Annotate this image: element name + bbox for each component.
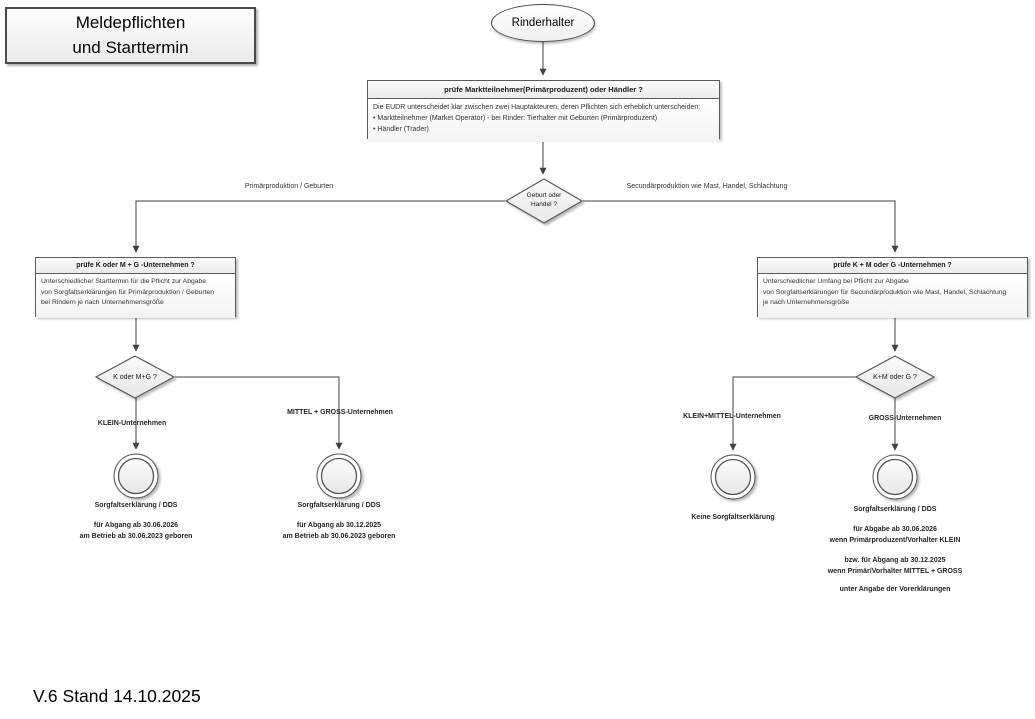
decision1-label <box>504 192 584 210</box>
outcome3-category-label: KLEIN+MITTEL-Unternehmen <box>683 413 781 420</box>
right-check-body-line3: je nach Unternehmensgröße <box>763 299 850 307</box>
outcome2-text <box>249 500 429 542</box>
start-node-label: Rinderhalter <box>511 17 575 29</box>
outcome4-title: Sorgfaltserklärung / DDS <box>853 506 937 513</box>
outcome4-line1: für Abgabe ab 30.06.2026 <box>853 526 937 533</box>
outcome4-text <box>795 504 995 595</box>
outcome1-line2: am Betrieb ab 30.06.2023 geboren <box>79 533 193 540</box>
left-check-header: prüfe K oder M + G -Unternehmen ? <box>36 258 235 274</box>
outcome1-text <box>46 500 226 542</box>
connector-decision1-to-leftbox <box>136 201 505 252</box>
diagram-title-box <box>5 7 256 64</box>
left-check-body-line1: Unterschiedlicher Starttermin für die Pflicht zur Abgabe <box>41 278 207 285</box>
outcome2-title: Sorgfaltserklärung / DDS <box>297 502 381 509</box>
decision1-label-line1: Geburt oder <box>526 192 562 199</box>
branch-right-label: Secundärproduktion wie Mast, Handel, Schlachtung <box>626 183 788 190</box>
decision2-label: K oder M+G ? <box>113 374 157 381</box>
right-check-body <box>758 274 1027 318</box>
right-check-body-line2: von Sorgfaltserklärungen für Secundärproduktion wie Mast, Handel, Schlachtung <box>763 288 1007 296</box>
main-check-header: prüfe Marktteilnehmer(Primärproduzent) oder Händler ? <box>368 81 719 99</box>
outcome4-line3: bzw. für Abgang ab 30.12.2025 <box>844 557 946 564</box>
outcome4-category-label: GROSS-Unternehmen <box>868 415 942 422</box>
left-check-body <box>36 274 235 318</box>
version-stamp: V.6 Stand 14.10.2025 <box>33 686 201 706</box>
diagram-title-line1: Meldepflichten <box>75 12 186 32</box>
outcome2-line2: am Betrieb ab 30.06.2023 geboren <box>282 533 396 540</box>
outcome2-circle <box>317 454 361 498</box>
outcome1-title: Sorgfaltserklärung / DDS <box>94 502 178 509</box>
outcome4-line2: wenn Primärproduzent/Vorhalter KLEIN <box>829 537 961 544</box>
left-check-body-line3: bei Rindern je nach Unternehmensgröße <box>41 299 164 307</box>
main-check-body-line2: • Marktteilnehmer (Market Operator) - bei Rinder: Tierhalter mit Geburten (Primärproduzent) <box>373 115 658 123</box>
branch-left-label: Primärproduktion / Geburten <box>244 183 334 190</box>
outcome4-circle <box>873 455 917 499</box>
left-check-body-line2: von Sorgfaltserklärungen für Primärproduktion / Geburten <box>41 288 215 296</box>
outcome3-circle <box>711 455 755 499</box>
outcome4-line4: wenn Primär/Vorhalter MITTEL + GROSS <box>827 568 963 575</box>
main-check-body-line1: Die EUDR unterscheidet klar zwischen zwei Hauptakteuren, deren Pflichten sich erheblich unterscheiden: <box>373 104 701 111</box>
outcome2-category-label: MITTEL + GROSS-Unternehmen <box>287 409 393 416</box>
right-check-box <box>757 257 1028 317</box>
main-check-body <box>368 99 719 142</box>
diagram-title-line2: und Starttermin <box>72 37 189 57</box>
decision3-label: K+M oder G ? <box>873 374 917 381</box>
main-check-body-line3: • Händler (Trader) <box>373 126 429 134</box>
outcome1-circle <box>114 454 158 498</box>
outcome3-title: Keine Sorgfaltserklärung <box>691 514 775 521</box>
outcome1-line1: für Abgang ab 30.06.2026 <box>93 522 179 529</box>
main-check-box <box>367 80 720 139</box>
outcome4-line5: unter Angabe der Vorerklärungen <box>839 586 951 593</box>
right-check-body-line1: Unterschiedlicher Umfang bei Pflicht zur Abgabe <box>763 278 909 285</box>
left-check-box <box>35 257 236 317</box>
outcome2-line1: für Abgang ab 30.12.2025 <box>296 522 382 529</box>
start-node <box>491 4 595 42</box>
decision1-label-line2: Handel ? <box>530 200 558 208</box>
right-check-header: prüfe K + M oder G -Unternehmen ? <box>758 258 1027 274</box>
connector-decision1-to-rightbox <box>583 201 895 252</box>
outcome1-category-label: KLEIN-Unternehmen <box>97 420 167 427</box>
